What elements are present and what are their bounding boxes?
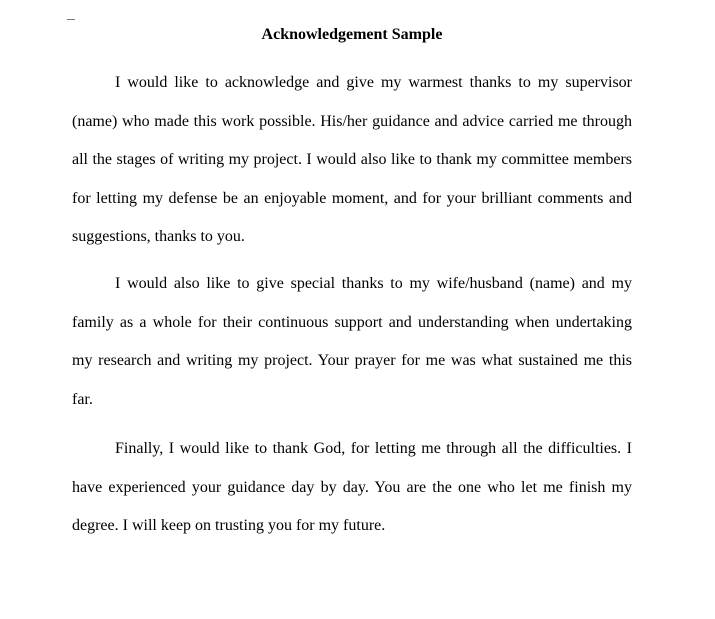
document-title: Acknowledgement Sample	[261, 26, 443, 43]
paragraph-family: I would also like to give special thanks to my wife/husband (name) and my family as a whole for their continuous support and understanding when undertaking my research and writing my project. Your prayer for me was what sustained me this far.	[72, 275, 632, 408]
page-corner-mark	[67, 19, 75, 20]
paragraph-god: Finally, I would like to thank God, for letting me through all the difficulties. I have experienced your guidance day by day. You are the one who let me finish my degree. I will keep on trusting you for my future.	[72, 440, 632, 534]
paragraph-supervisor: I would like to acknowledge and give my warmest thanks to my supervisor (name) who made this work possible. His/her guidance and advice carried me through all the stages of writing my project. I would also like to thank my committee members for letting my defense be an enjoyable moment, and for your brilliant comments and suggestions, thanks to you.	[72, 74, 632, 245]
